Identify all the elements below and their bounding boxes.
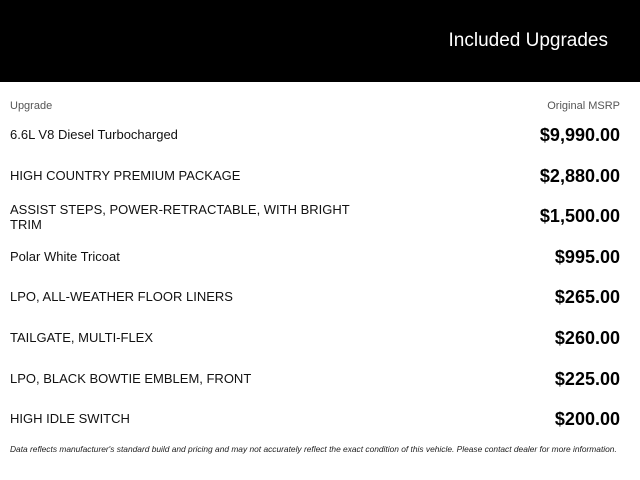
upgrade-row <box>10 118 620 159</box>
upgrade-price: $1,500.00 <box>539 206 620 227</box>
upgrade-price: $260.00 <box>554 327 620 348</box>
upgrade-name: 6.6L V8 Diesel Turbocharged <box>10 127 178 142</box>
upgrade-row <box>10 159 620 200</box>
upgrade-name: LPO, BLACK BOWTIE EMBLEM, FRONT <box>10 370 252 386</box>
upgrade-name: ASSIST STEPS, POWER-RETRACTABLE, WITH BRIGHT TRIM <box>10 202 350 233</box>
header-bar <box>0 0 640 82</box>
upgrade-name: HIGH COUNTRY PREMIUM PACKAGE <box>10 167 241 183</box>
upgrade-name: LPO, ALL-WEATHER FLOOR LINERS <box>10 289 233 305</box>
upgrade-name: TAILGATE, MULTI-FLEX <box>10 329 154 345</box>
upgrade-price: $9,990.00 <box>539 125 620 145</box>
upgrade-row <box>10 402 620 443</box>
page-title: Included Upgrades <box>448 30 608 51</box>
upgrade-row <box>10 199 620 240</box>
column-headers <box>10 100 620 114</box>
upgrade-price: $200.00 <box>554 409 620 430</box>
upgrade-price: $995.00 <box>554 246 620 267</box>
upgrade-price: $265.00 <box>554 287 620 308</box>
column-header-msrp: Original MSRP <box>547 100 620 112</box>
upgrade-row <box>10 240 620 281</box>
upgrade-price: $225.00 <box>554 368 620 389</box>
upgrade-name: Polar White Tricoat <box>10 248 120 264</box>
upgrade-name: HIGH IDLE SWITCH <box>10 411 130 427</box>
upgrade-row <box>10 321 620 362</box>
upgrade-price: $2,880.00 <box>539 165 620 186</box>
upgrades-list <box>10 118 620 443</box>
upgrade-row <box>10 280 620 321</box>
column-header-upgrade: Upgrade <box>10 100 53 112</box>
disclaimer-text: Data reflects manufacturer's standard build and pricing and may not accurately reflect the exact condition of this vehicle. Please contact dealer for more information. <box>10 444 617 454</box>
upgrade-row <box>10 362 620 403</box>
